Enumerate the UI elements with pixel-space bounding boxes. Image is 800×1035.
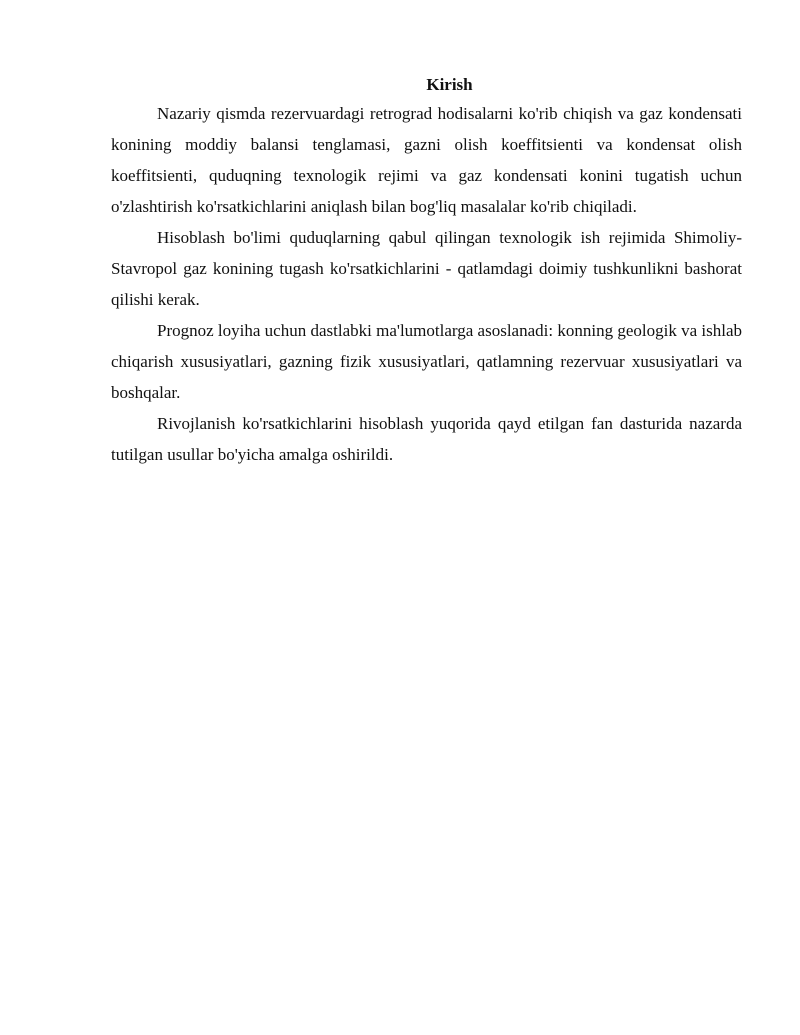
document-body	[111, 72, 742, 470]
paragraph-calculation: Hisoblash bo'limi quduqlarning qabul qilingan texnologik ish rejimida Shimoliy-Stavropol gaz konining tugash ko'rsatkichlarini - qatlamdagi doimiy tushkunlikni bashorat qilishi kerak.	[111, 228, 742, 309]
paragraph-development: Rivojlanish ko'rsatkichlarini hisoblash yuqorida qayd etilgan fan dasturida nazarda tutilgan usullar bo'yicha amalga oshirildi.	[111, 414, 742, 464]
paragraph-forecast: Prognoz loyiha uchun dastlabki ma'lumotlarga asoslanadi: konning geologik va ishlab chiqarish xususiyatlari, gazning fizik xususiyatlari, qatlamning rezervuar xususiyatlari va boshqalar.	[111, 321, 742, 402]
paragraph-theory: Nazariy qismda rezervuardagi retrograd hodisalarni ko'rib chiqish va gaz kondensati konining moddiy balansi tenglamasi, gazni olish koeffitsienti va kondensat olish koeffitsienti, quduqning texnologik rejimi va gaz kondensati konini tugatish uchun o'zlashtirish ko'rsatkichlarini aniqlash bilan bog'liq masalalar ko'rib chiqiladi.	[111, 104, 742, 216]
page-title: Kirish	[426, 75, 473, 94]
